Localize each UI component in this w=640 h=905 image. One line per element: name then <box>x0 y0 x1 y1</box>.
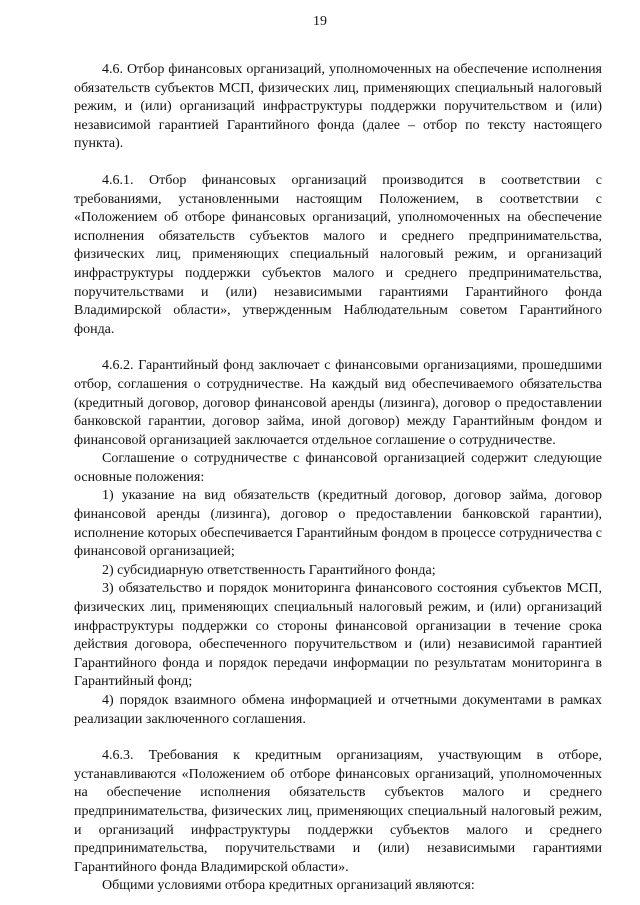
paragraph-agreement-intro: Соглашение о сотрудничестве с финансовой организацией содержит следующие основные положения: <box>74 451 602 485</box>
document-body <box>74 61 602 896</box>
list-item-4: 4) порядок взаимного обмена информацией и отчетными документами в рамках реализации заключенного соглашения. <box>74 693 602 727</box>
paragraph-4-6-2: 4.6.2. Гарантийный фонд заключает с финансовыми организациями, прошедшими отбор, соглашения о сотрудничестве. На каждый вид обеспечиваемого обязательства (кредитный договор, договор финансовой аренды (лизинга), договор о предоставлении банковской гарантии, договор займа, иной договор) между Гарантийным фондом и финансовой организацией заключается отдельное соглашение о сотрудничестве. <box>74 358 602 448</box>
page-number: 19 <box>313 14 327 29</box>
list-item-2: 2) субсидиарную ответственность Гарантийного фонда; <box>102 562 436 578</box>
list-item-1: 1) указание на вид обязательств (кредитный договор, договор займа, договор финансовой аренды (лизинга), договор о предоставлении банковской гарантии), исполнение которых обеспечивается Гарантийным фондом в процессе сотрудничества с финансовой организацией; <box>74 488 602 560</box>
paragraph-general-conditions: Общими условиями отбора кредитных организаций являются: <box>102 878 475 894</box>
paragraph-4-6-3: 4.6.3. Требования к кредитным организациям, участвующим в отборе, устанавливаются «Положением об отборе финансовых организаций, уполномоченных на обеспечение исполнения обязательств субъектов малого и среднего предпринимательства, физических лиц, применяющих специальный налоговый режим, и организаций инфраструктуры поддержки субъектов малого и среднего предпринимательства, поручительствами и (или) независимыми гарантиями Гарантийного фонда Владимирской области». <box>74 748 602 875</box>
list-item-3: 3) обязательство и порядок мониторинга финансового состояния субъектов МСП, физических лиц, применяющих специальный налоговый режим, и (или) организаций инфраструктуры поддержки со стороны финансовой организации в течение срока действия договора, обеспеченного поручительством и (или) независимой гарантией Гарантийного фонда и порядок передачи информации по результатам мониторинга в Гарантийный фонд; <box>74 581 602 690</box>
paragraph-4-6-1: 4.6.1. Отбор финансовых организаций производится в соответствии с требованиями, установленными настоящим Положением, в соответствии с «Положением об отборе финансовых организаций, уполномоченных на обеспечение исполнения обязательств субъектов малого и среднего предпринимательства, физических лиц, применяющих специальный налоговый режим, и организаций инфраструктуры поддержки субъектов малого и среднего предпринимательства, поручительствами и (или) независимыми гарантиями Гарантийного фонда Владимирской области», утвержденным Наблюдательным советом Гарантийного фонда. <box>74 172 602 337</box>
paragraph-4-6: 4.6. Отбор финансовых организаций, уполномоченных на обеспечение исполнения обязательств субъектов МСП, физических лиц, применяющих специальный налоговый режим, и (или) организаций инфраструктуры поддержки поручительством и (или) независимой гарантией Гарантийного фонда (далее – отбор по тексту настоящего пункта). <box>74 62 602 152</box>
